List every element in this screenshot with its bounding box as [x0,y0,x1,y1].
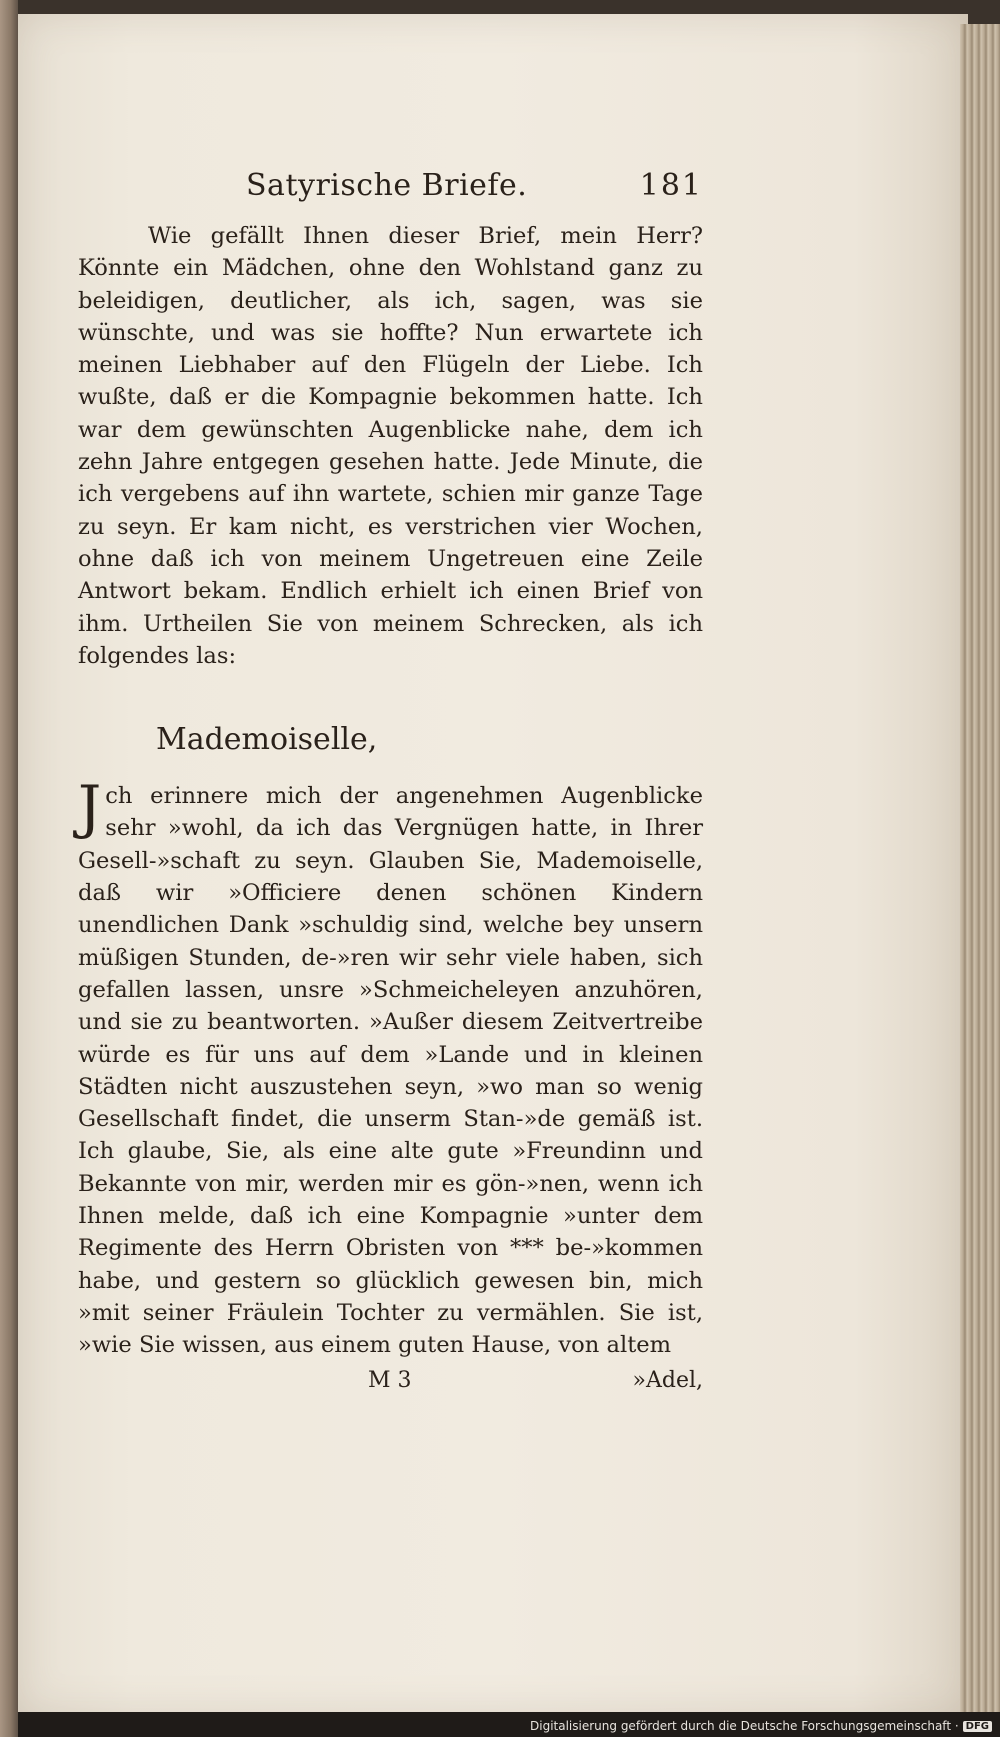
catchword: »Adel, [632,1367,703,1393]
digitization-credit [530,1719,992,1733]
text-block [78,168,703,1393]
letter-body [78,773,703,1361]
credit-text: Digitalisierung gefördert durch die Deutsche Forschungsgemeinschaft · [530,1719,959,1733]
book-spine-edge [0,0,18,1737]
letter-salutation: Mademoiselle, [156,722,378,758]
letter-text: ch erinnere mich der angenehmen Augenblicke sehr »wohl, da ich das Vergnügen hatte, in Ihrer Gesell-»schaft zu seyn. Glauben Sie, Mademoiselle, daß wir »Officiere denen schönen Kindern unendlichen Dank »schuldig sind, welche bey unsern müßigen Stunden, de-»ren wir sehr viele haben, sich gefallen lassen, unsre »Schmeicheleyen anzuhören, und sie zu beantworten. »Außer diesem Zeitvertreibe würde es für uns auf dem »Lande und in kleinen Städten nicht auszustehen seyn, »wo man so wenig Gesellschaft findet, die unserm Stan-»de gemäß ist. Ich glaube, Sie, als eine alte gute »Freundinn und Bekannte von mir, werden mir es gön-»nen, wenn ich Ihnen melde, daß ich eine Kompagnie »unter dem Regimente des Herrn Obristen von *** be-»kommen habe, und gestern so glücklich gewesen bin, mich »mit seiner Fräulein Tochter zu vermählen. Sie ist, »wie Sie wissen, aus einem guten Hause, von altem [78,783,703,1359]
page-footer [78,1368,703,1393]
page-header [78,168,703,212]
page-stack-edge [960,24,1000,1714]
dfg-logo: DFG [963,1721,992,1732]
signature-mark: M 3 [368,1367,412,1393]
running-head: Satyrische Briefe. [246,168,528,203]
paragraph-1: Wie gefällt Ihnen dieser Brief, mein Herr? Könnte ein Mädchen, ohne den Wohlstand ganz zu beleidigen, deutlicher, als ich, sagen, was sie wünschte, und was sie hoffte? Nun erwartete ich meinen Liebhaber auf den Flügeln der Liebe. Ich wußte, daß er die Kompagnie bekommen hatte. Ich war dem gewünschten Augenblicke nahe, dem ich zehn Jahre entgegen gesehen hatte. Jede Minute, die ich vergebens auf ihn wartete, schien mir ganze Tage zu seyn. Er kam nicht, es verstrichen vier Wochen, ohne daß ich von meinem Ungetreuen eine Zeile Antwort bekam. Endlich erhielt ich einen Brief von ihm. Urtheilen Sie von meinem Schrecken, als ich folgendes las: [78,223,703,669]
page-number: 181 [639,168,703,203]
drop-cap: J [78,773,102,842]
